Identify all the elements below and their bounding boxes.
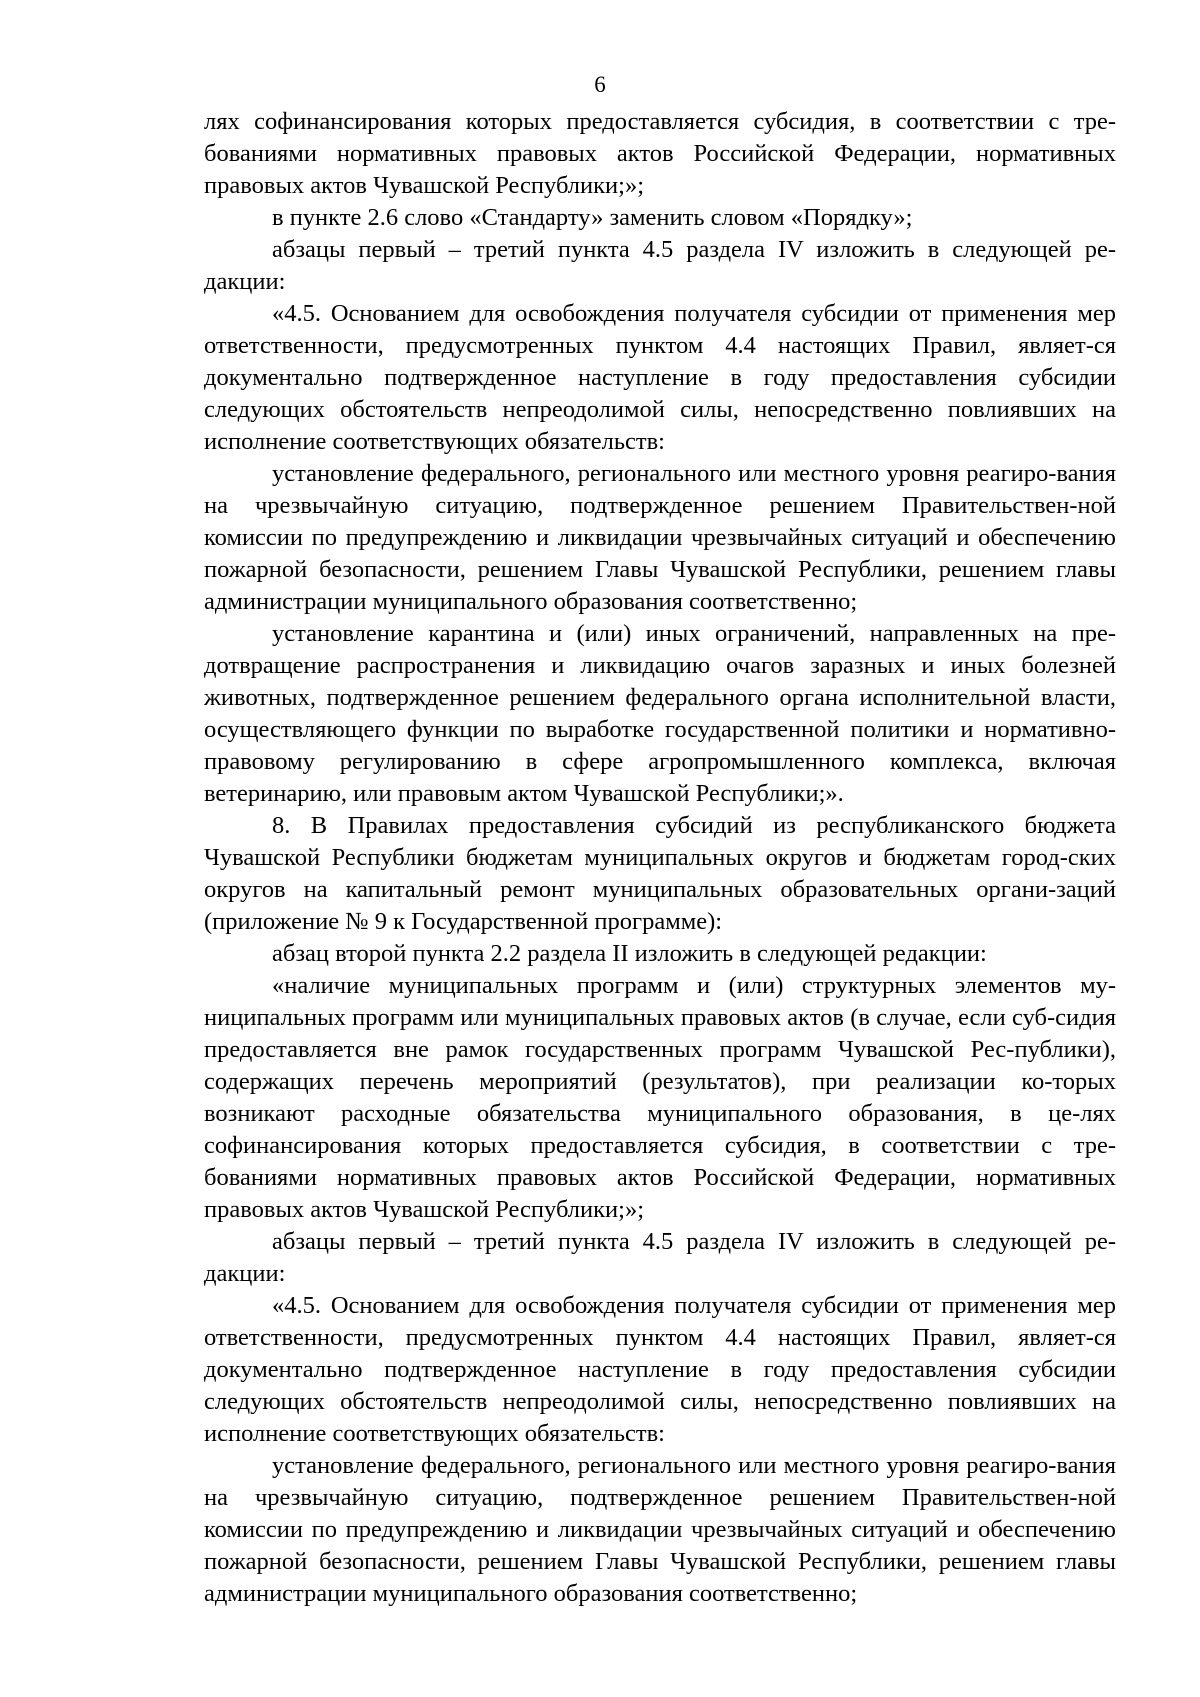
paragraph: «4.5. Основанием для освобождения получателя субсидии от применения мер ответственности, предусмотренных пунктом 4.4 настоящих Правил, являет-ся документально подтвержденное наступление в году предоставления субсидии следующих обстоятельств непреодолимой силы, непосредственно повлиявших на исполнение соответствующих обязательств: bbox=[204, 1292, 1116, 1447]
paragraph: установление федерального, регионального или местного уровня реагиро-вания на чрезвычайную ситуацию, подтвержденное решением Правительствен-ной комиссии по предупреждению и ликвидации чрезвычайных ситуаций и обеспечению пожарной безопасности, решением Главы Чувашской Республики, решением главы администрации муниципального образования соответственно; bbox=[204, 1452, 1116, 1607]
paragraph: «наличие муниципальных программ и (или) структурных элементов му-ниципальных программ или муниципальных правовых актов (в случае, если суб-сидия предоставляется вне рамок государственных программ Чувашской Рес-публики), содержащих перечень мероприятий (результатов), при реализации ко-торых возникают расходные обязательства муниципального образования, в це-лях софинансирования которых предоставляется субсидия, в соответствии с тре-бованиями нормативных правовых актов Российской Федерации, нормативных правовых актов Чувашской Республики;»; bbox=[204, 972, 1116, 1223]
paragraph: установление федерального, регионального или местного уровня реагиро-вания на чрезвычайную ситуацию, подтвержденное решением Правительствен-ной комиссии по предупреждению и ликвидации чрезвычайных ситуаций и обеспечению пожарной безопасности, решением Главы Чувашской Республики, решением главы администрации муниципального образования соответственно; bbox=[204, 460, 1116, 615]
paragraph: в пункте 2.6 слово «Стандарту» заменить словом «Порядку»; bbox=[272, 204, 913, 231]
paragraph: установление карантина и (или) иных ограничений, направленных на пре-дотвращение распространения и ликвидацию очагов заразных и иных болезней животных, подтвержденное решением федерального органа исполнительной власти, осуществляющего функции по выработке государственной политики и нормативно-правовому регулированию в сфере агропромышленного комплекса, включая ветеринарию, или правовым актом Чувашской Республики;». bbox=[204, 620, 1116, 807]
paragraph: абзацы первый – третий пункта 4.5 раздела IV изложить в следующей ре-дакции: bbox=[204, 1228, 1116, 1287]
paragraph: «4.5. Основанием для освобождения получателя субсидии от применения мер ответственности, предусмотренных пунктом 4.4 настоящих Правил, являет-ся документально подтвержденное наступление в году предоставления субсидии следующих обстоятельств непреодолимой силы, непосредственно повлиявших на исполнение соответствующих обязательств: bbox=[204, 300, 1116, 455]
paragraph: абзацы первый – третий пункта 4.5 раздела IV изложить в следующей ре-дакции: bbox=[204, 236, 1116, 295]
paragraph: лях софинансирования которых предоставляется субсидия, в соответствии с тре-бованиями нормативных правовых актов Российской Федерации, нормативных правовых актов Чувашской Республики;»; bbox=[204, 108, 1116, 199]
paragraph: абзац второй пункта 2.2 раздела II изложить в следующей редакции: bbox=[272, 940, 987, 967]
document-body bbox=[204, 106, 1116, 1610]
paragraph: 8. В Правилах предоставления субсидий из республиканского бюджета Чувашской Республики бюджетам муниципальных округов и бюджетам город-ских округов на капитальный ремонт муниципальных образовательных органи-заций (приложение № 9 к Государственной программе): bbox=[204, 812, 1116, 935]
page-number: 6 bbox=[594, 72, 606, 97]
